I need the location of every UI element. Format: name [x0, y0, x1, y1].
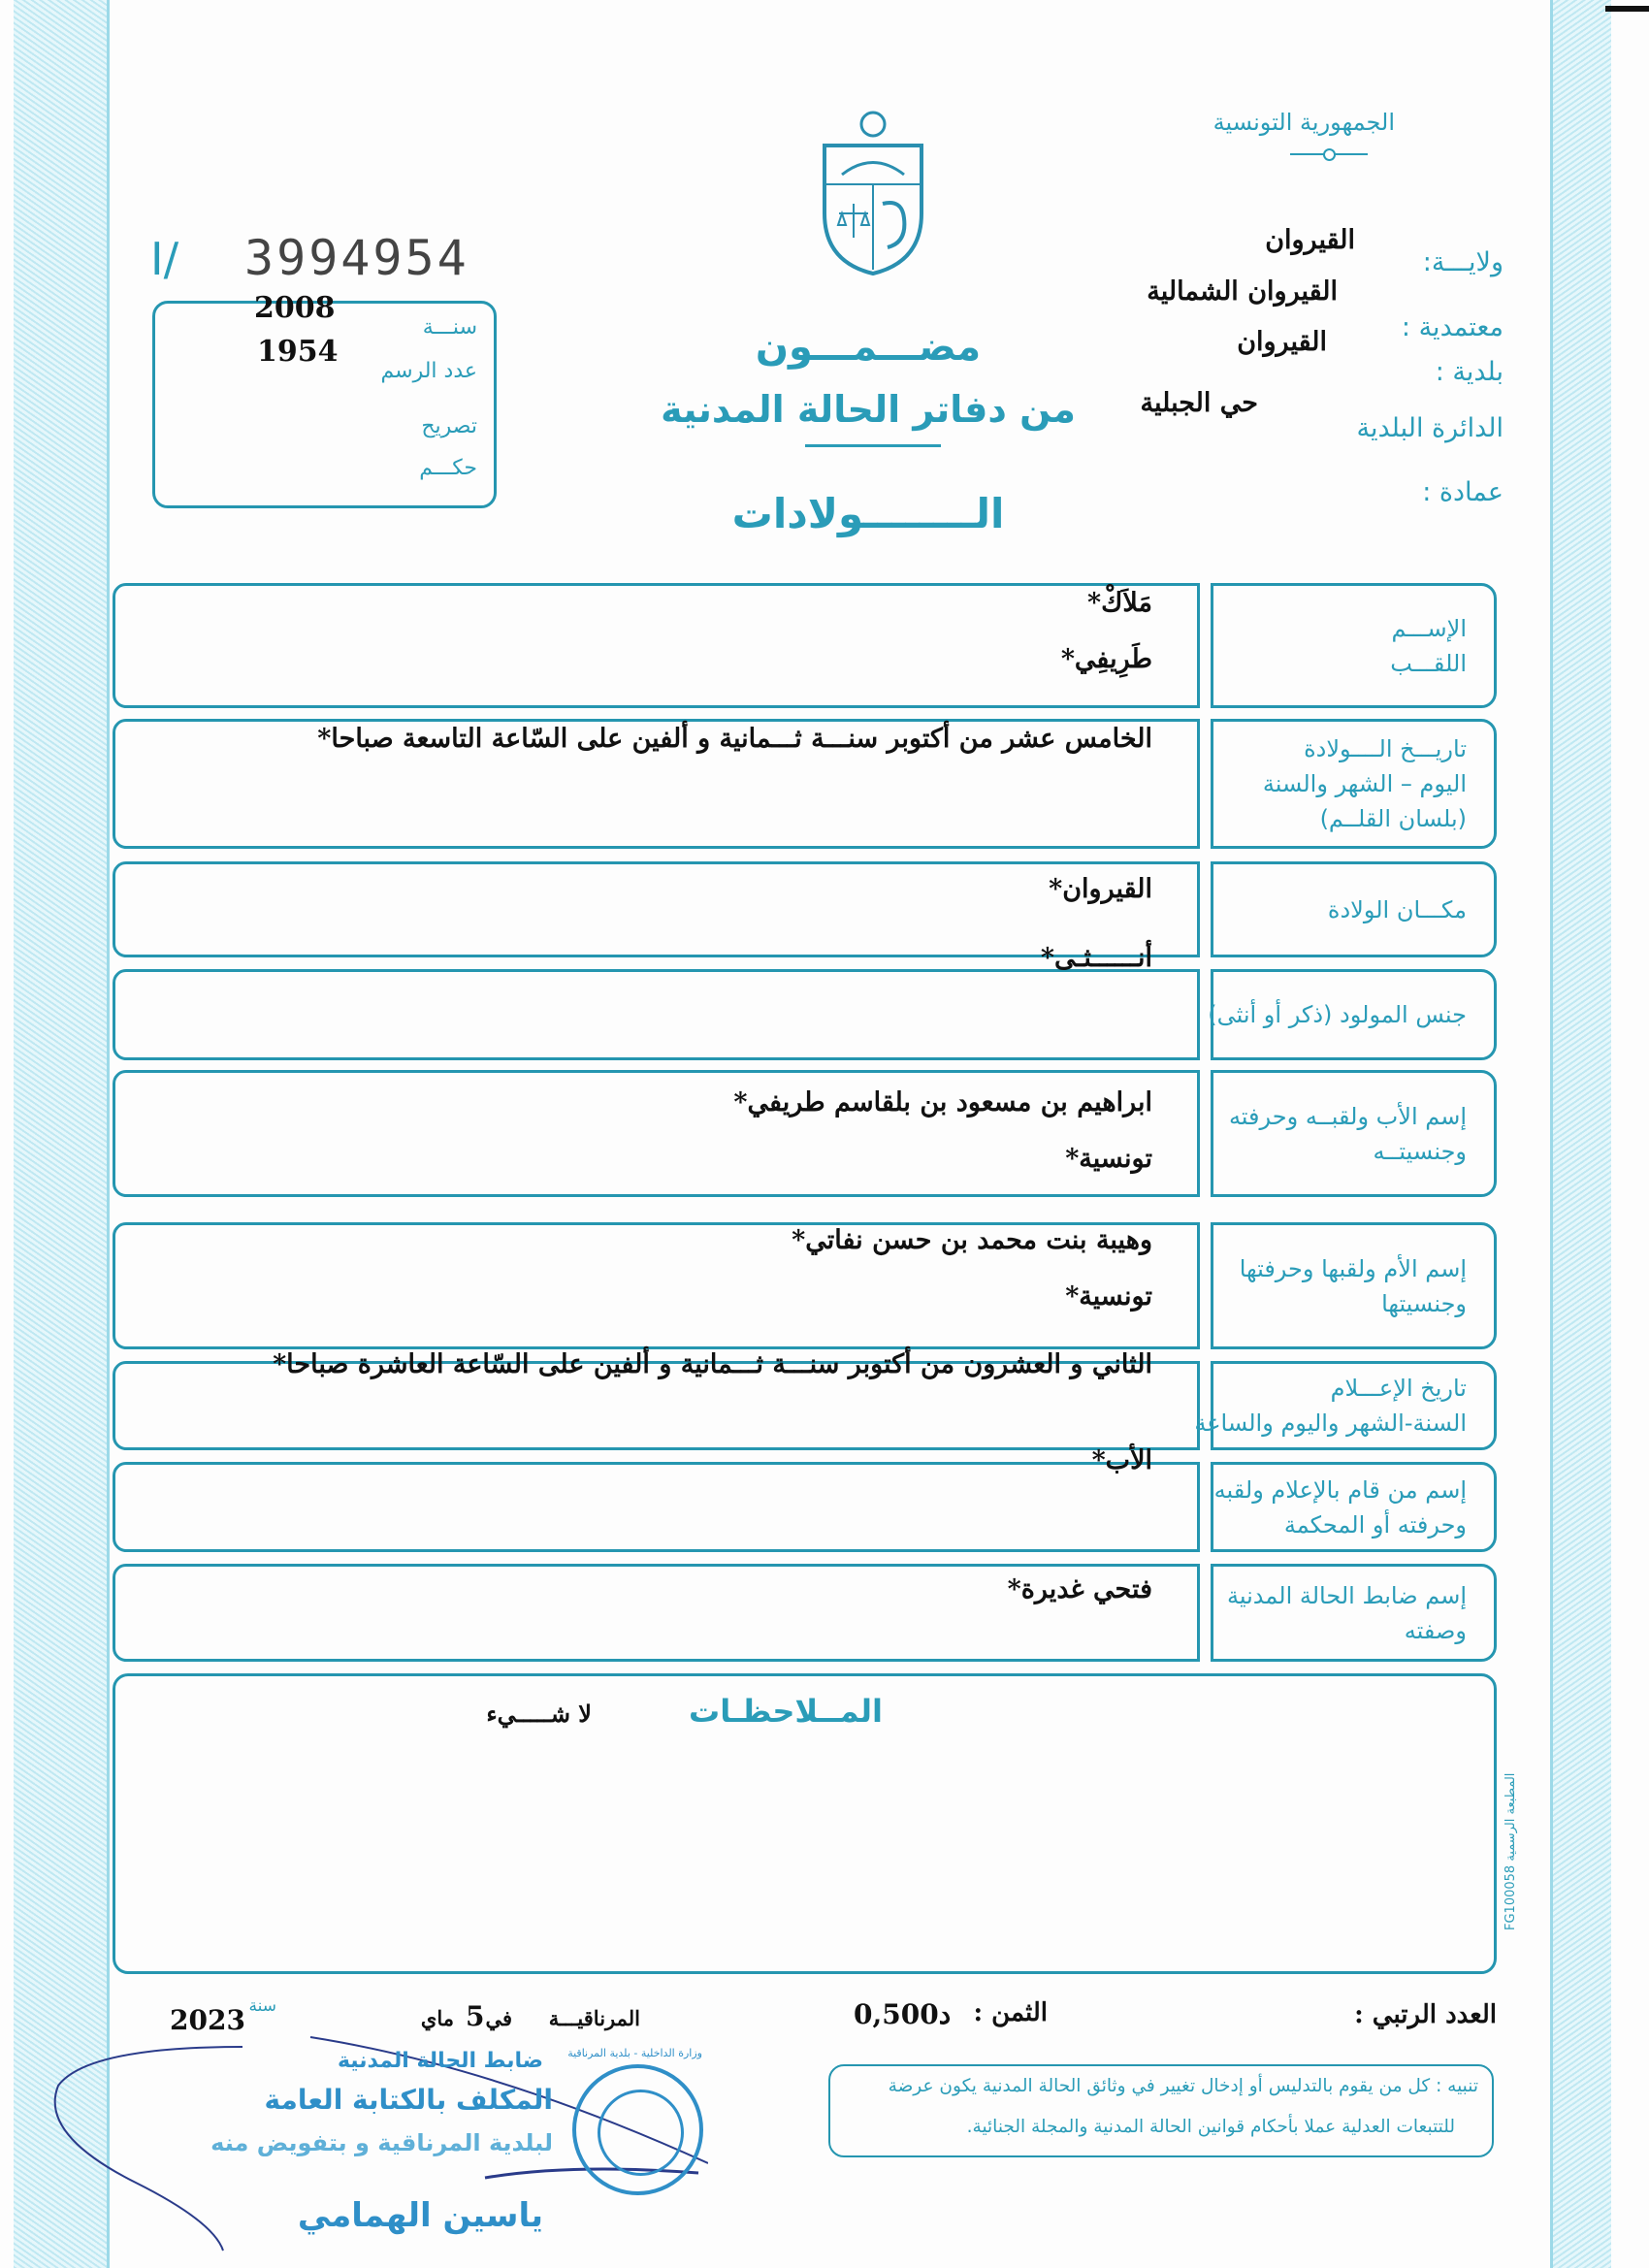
title-extract: مضـــمـــون [755, 325, 982, 370]
judgment-label: حكـــم [419, 456, 477, 480]
governorate-value: القيروان [1265, 225, 1355, 255]
row-value-cell [113, 1462, 1200, 1552]
row-value-cell [113, 861, 1200, 957]
seal-text: وزارة الداخلية - بلدية المرناقية [567, 2047, 702, 2059]
row-value: الأب* [1091, 1445, 1152, 1475]
republic-header: الجمهورية التونسية [1212, 109, 1395, 136]
declaration-label: تصريح [421, 414, 477, 438]
row-label: إسم من قام بالإعلام ولقبه [1213, 1475, 1467, 1504]
row-label: اللقـــب [1390, 649, 1467, 677]
row-label: تاريـــخ الــــولادة [1304, 735, 1467, 762]
seal-emblem-icon [598, 2090, 684, 2176]
governorate-label: ولايـــة: [1422, 247, 1504, 277]
row-value: الثاني و العشرون من أكتوبر سنـــة ثـــمانية و ألفين على السّاعة العاشرة صباحا* [273, 1349, 1152, 1379]
stamp-line-2: المكلف بالكتابة العامة [264, 2084, 553, 2116]
row-value-cell [113, 583, 1200, 708]
stamp-line-1: ضابط الحالة المدنية [337, 2049, 543, 2073]
row-value: تونسية* [1065, 1281, 1152, 1312]
guilloche-border-left [14, 0, 110, 2268]
row-label: وجنسيتها [1381, 1289, 1467, 1317]
row-label: وصفته [1404, 1616, 1467, 1644]
row-label: (بلسان القلــم) [1319, 805, 1467, 832]
row-value: وهيبة بنت محمد بن حسن نفاتي* [792, 1225, 1152, 1255]
header-divider-dot [1323, 148, 1336, 161]
title-births: الــــــــولادات [731, 490, 1005, 537]
municipality-label: بلدية : [1435, 357, 1504, 387]
title-registers: من دفاتر الحالة المدنية [661, 388, 1076, 431]
row-label: اليوم – الشهر والسنة [1262, 770, 1467, 797]
year-label: سنـــة [422, 315, 477, 340]
delegation-value: القيروان الشمالية [1147, 276, 1338, 307]
district-label: الدائرة البلدية [1356, 413, 1504, 443]
row-label-cell [1211, 1462, 1497, 1552]
row-label-cell [1211, 719, 1497, 849]
row-label-cell [1211, 1070, 1497, 1197]
row-value: مَلاَكْ* [1087, 588, 1152, 618]
remarks-value: لا شـــــيء [486, 1700, 592, 1728]
row-label: وجنسيتــه [1373, 1137, 1467, 1165]
row-value: ابراهيم بن مسعود بن بلقاسم طريفي* [733, 1087, 1152, 1118]
row-label: إسم الأم ولقبها وحرفتها [1239, 1254, 1467, 1282]
act-number-label: عدد الرسم [380, 359, 477, 383]
row-value: تونسية* [1065, 1144, 1152, 1174]
row-label-cell [1211, 861, 1497, 957]
row-label: مكـــان الولادة [1327, 895, 1467, 923]
row-label: جنس المولود (ذكر أو أنثى) [1208, 1001, 1467, 1028]
title-underline [805, 444, 941, 447]
official-seal [567, 2047, 703, 2195]
warning-line-1: تنبيه : كل من يقوم بالتدليس أو إدخال تغيير في وثائق الحالة المدنية يكون عرضة [888, 2076, 1478, 2096]
row-label: إسم ضابط الحالة المدنية [1227, 1581, 1467, 1609]
municipality-value: القيروان [1237, 327, 1327, 357]
tunisia-coat-of-arms-icon [815, 107, 931, 276]
remarks-label: المــلاحظـات [689, 1693, 883, 1730]
row-label: وحرفته أو المحكمة [1283, 1510, 1467, 1539]
row-value-cell [113, 969, 1200, 1060]
sector-label: عمادة : [1422, 477, 1504, 507]
price-label: الثمن : [973, 1998, 1048, 2027]
row-label-cell [1194, 1361, 1497, 1450]
row-label: الإســـم [1391, 614, 1467, 642]
row-label-cell [1211, 1564, 1497, 1662]
row-value: أنــــــثـى* [1040, 943, 1152, 973]
scan-edge [1605, 6, 1649, 12]
row-value: طَرِيفِي* [1060, 644, 1152, 674]
year-value: 2008 [254, 291, 336, 325]
row-value: فتحي غديرة* [1007, 1574, 1152, 1604]
row-value: الخامس عشر من أكتوبر سنـــة ثـــمانية و ألفين على السّاعة التاسعة صباحا* [317, 724, 1152, 754]
printer-mark: المطبعة الرسمية FG100058 [1504, 1772, 1518, 1930]
issue-place: المرناقيـــة [548, 2006, 640, 2030]
price-value: 0,500د [854, 1998, 952, 2030]
issue-year: 2023 [170, 2004, 245, 2036]
issue-in-word: في [485, 2006, 512, 2030]
row-label-cell [1211, 583, 1497, 708]
issue-month: ماي [420, 2006, 454, 2030]
row-label: السنة-الشهر واليوم والساعة [1194, 1409, 1467, 1437]
row-label-cell [1211, 1222, 1497, 1349]
district-value: حي الجبلية [1140, 388, 1258, 418]
row-label-cell [1208, 969, 1497, 1060]
row-value: القيروان* [1049, 874, 1152, 904]
guilloche-border-right [1550, 0, 1611, 2268]
warning-line-2: للتتبعات العدلية عملا بأحكام قوانين الحالة المدنية والمجلة الجنائية. [966, 2117, 1455, 2137]
stamp-line-3: لبلدية المرناقية و بتفويض منه [210, 2129, 553, 2156]
act-number-value: 1954 [257, 335, 339, 369]
serial-number: 3994954 [244, 230, 469, 286]
stamp-signatory-name: ياسين الهمامي [297, 2196, 543, 2235]
serial-prefix: I/ [150, 233, 179, 285]
row-label: تاريخ الإعـــلام [1330, 1375, 1467, 1402]
issue-year-label: سنة [248, 1996, 276, 2016]
issue-day: 5 [466, 2000, 485, 2032]
serial-order-label: العدد الرتبي : [1354, 2000, 1497, 2029]
delegation-label: معتمدية : [1401, 312, 1504, 342]
row-label: إسم الأب ولقبــه وحرفته [1228, 1102, 1467, 1130]
